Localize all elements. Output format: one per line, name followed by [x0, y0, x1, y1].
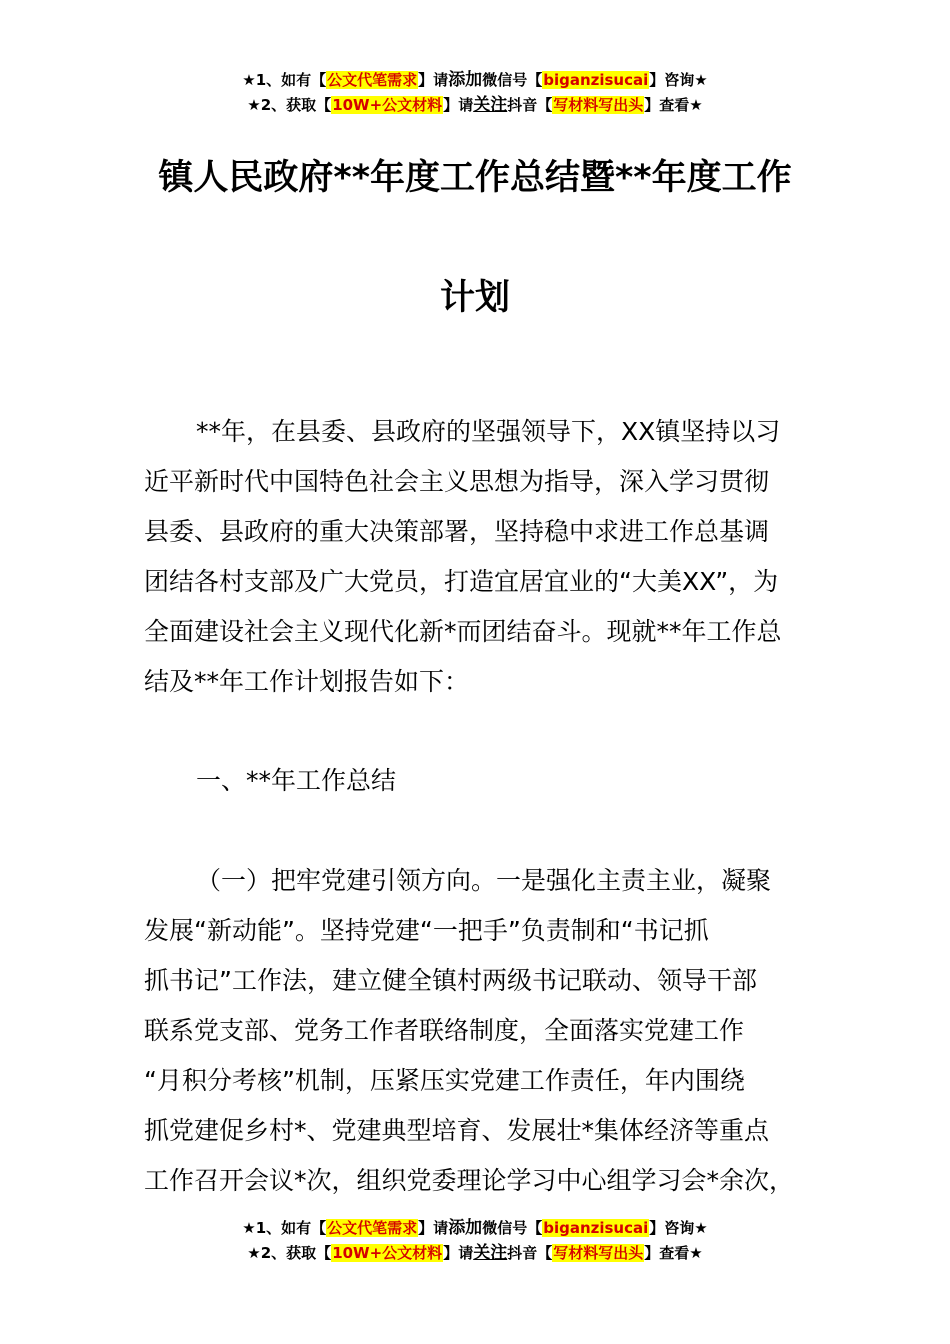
paragraph-line: 工作召开会议*次，组织党委理论学习中心组学习会*余次，: [144, 1166, 795, 1195]
paragraph-line: 结及**年工作计划报告如下：: [144, 667, 470, 696]
paragraph-line: 近平新时代中国特色社会主义思想为指导，深入学习贯彻: [144, 467, 770, 496]
banner-emphasis: 关注: [473, 95, 508, 115]
paragraph-line: 抓书记”工作法，建立健全镇村两级书记联动、领导干部: [144, 966, 757, 995]
footer-banner: [0, 1216, 950, 1266]
paragraph-line: 全面建设社会主义现代化新*而团结奋斗。现就**年工作总: [144, 617, 782, 646]
banner-highlight: biganzisucai: [543, 1219, 649, 1237]
banner-highlight: 公文代笔需求: [327, 1219, 418, 1237]
banner-highlight: 写材料写出头: [553, 1244, 644, 1262]
banner-text: 】请: [443, 96, 474, 114]
banner-emphasis: 添加: [448, 1218, 483, 1238]
banner-text: 微信号【: [482, 1219, 543, 1237]
banner-text: 抖音【: [507, 96, 553, 114]
banner-highlight: 写材料写出头: [553, 96, 644, 114]
paragraph-line: 团结各村支部及广大党员，打造宜居宜业的“大美XX”，为: [144, 567, 779, 596]
paragraph-line: （一）把牢党建引领方向。一是强化主责主业，凝聚: [196, 866, 772, 895]
banner-highlight: 10W+公文材料: [332, 96, 443, 114]
footer-banner-line-1: [0, 1216, 950, 1241]
document-title-line-1: 镇人民政府**年度工作总结暨**年度工作: [158, 158, 792, 198]
banner-text: ★2、获取【: [247, 1244, 332, 1262]
header-banner-line-1: [0, 68, 950, 93]
banner-text: ★1、如有【: [242, 1219, 327, 1237]
banner-emphasis: 关注: [473, 1243, 508, 1263]
paragraph-line: 发展“新动能”。坚持党建“一把手”负责制和“书记抓: [144, 916, 709, 945]
paragraph-line: 抓党建促乡村*、党建典型培育、发展壮*集体经济等重点: [144, 1116, 770, 1145]
banner-text: 抖音【: [507, 1244, 553, 1262]
banner-text: 】请: [443, 1244, 474, 1262]
paragraph-line: **年，在县委、县政府的坚强领导下，XX镇坚持以习: [196, 417, 781, 446]
banner-text: 】请: [418, 1219, 449, 1237]
banner-highlight: 公文代笔需求: [327, 71, 418, 89]
banner-text: 】查看★: [644, 1244, 703, 1262]
paragraph-line: “月积分考核”机制，压紧压实党建工作责任，年内围绕: [144, 1066, 745, 1095]
banner-text: 】查看★: [644, 96, 703, 114]
banner-text: 】咨询★: [649, 1219, 708, 1237]
section-heading: 一、**年工作总结: [196, 766, 397, 795]
banner-text: ★1、如有【: [242, 71, 327, 89]
paragraph-line: 县委、县政府的重大决策部署，坚持稳中求进工作总基调: [144, 517, 770, 546]
document-title-line-2: 计划: [439, 278, 510, 318]
footer-banner-line-2: [0, 1241, 950, 1266]
paragraph-line: 联系党支部、党务工作者联络制度，全面落实党建工作: [144, 1016, 745, 1045]
banner-text: 】请: [418, 71, 449, 89]
banner-text: 】咨询★: [649, 71, 708, 89]
header-banner: [0, 68, 950, 118]
banner-highlight: 10W+公文材料: [332, 1244, 443, 1262]
banner-text: 微信号【: [482, 71, 543, 89]
banner-emphasis: 添加: [448, 70, 483, 90]
banner-highlight: biganzisucai: [543, 71, 649, 89]
banner-text: ★2、获取【: [247, 96, 332, 114]
header-banner-line-2: [0, 93, 950, 118]
